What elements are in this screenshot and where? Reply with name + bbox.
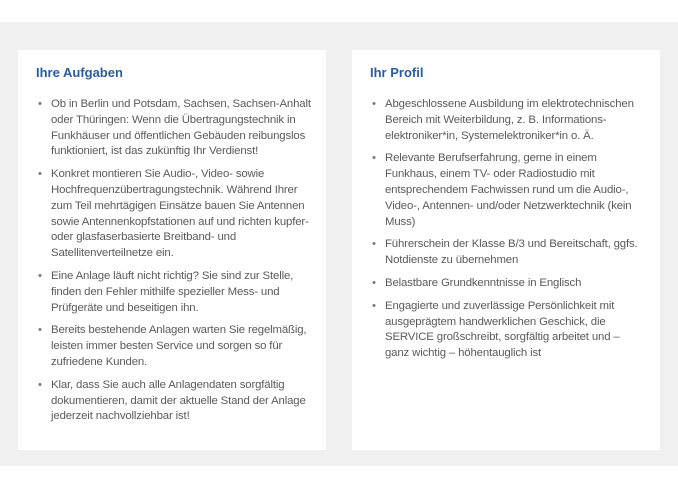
bullet: •	[38, 378, 42, 391]
list-item-text: Engagierte und zuverlässige Persönlichkeit mit ausgeprägtem handwerklichen Geschick, die SERVICE großschreibt, sorgfältig arbeitet und – ganz wichtig – höhentauglich ist	[385, 299, 620, 360]
list-item	[36, 167, 312, 262]
bullet: •	[372, 276, 376, 289]
list-item	[36, 323, 312, 370]
bullet: •	[38, 324, 42, 337]
list-item-text: Eine Anlage läuft nicht richtig? Sie sind zur Stelle, finden den Fehler mithilfe spezieller Mess- und Prüfgeräte und beseitigen ihn.	[51, 269, 294, 314]
tasks-card	[18, 50, 326, 450]
list-item	[370, 299, 646, 362]
list-item-text: Relevante Berufserfahrung, gerne in einem Funkhaus, einem TV- oder Radiostudio mit entsprechendem Fachwissen rund um die Audio-, Video-, Antennen- und/oder Netzwerktechnik (kein Muss)	[385, 152, 632, 228]
bullet: •	[372, 98, 376, 110]
bullet: •	[38, 168, 42, 181]
bullet: •	[38, 98, 42, 110]
tasks-heading: Ihre Aufgaben	[36, 65, 123, 80]
list-item-text: Ob in Berlin und Potsdam, Sachsen, Sachsen-Anhalt oder Thüringen: Wenn die Übertragungstechnik in Funkhäuser und öffentlichen Gebäuden reibungslos funktioniert, ist das zukünftig Ihr Verdienst!	[51, 98, 311, 158]
bullet: •	[372, 238, 376, 251]
list-item	[36, 97, 312, 160]
profile-list	[370, 97, 646, 362]
list-item	[36, 378, 312, 425]
list-item-text: Belastbare Grundkenntnisse in Englisch	[385, 276, 582, 289]
profile-card	[352, 50, 660, 450]
tasks-list	[36, 97, 312, 425]
list-item	[370, 151, 646, 230]
list-item-text: Bereits bestehende Anlagen warten Sie regelmäßig, leisten immer besten Service und sorgen so für zufriedene Kunden.	[51, 324, 307, 368]
list-item	[370, 97, 646, 144]
bullet: •	[38, 269, 42, 282]
list-item	[36, 269, 312, 316]
list-item	[370, 237, 646, 269]
bullet: •	[372, 152, 376, 165]
list-item-text: Abgeschlossene Ausbildung im elektrotechnischen Bereich mit Weiterbildung, z. B. Informations-elektroniker*in, Systemelektroniker*in o. Ä.	[385, 98, 634, 142]
list-item	[370, 276, 646, 292]
list-item-text: Konkret montieren Sie Audio-, Video- sowie Hochfrequenzübertragungstechnik. Während Ihrer zum Teil mehrtägigen Einsätze bauen Sie Antennen sowie Antennenkopfstationen auf und richten kupfer- oder glasfaserbasierte Breitband- und Satellitenverteilnetze ein.	[51, 168, 309, 260]
list-item-text: Klar, dass Sie auch alle Anlagendaten sorgfältig dokumentieren, damit der aktuelle Stand der Anlage jederzeit nachvollziehbar ist!	[51, 378, 306, 423]
list-item-text: Führerschein der Klasse B/3 und Bereitschaft, ggfs. Notdienste zu übernehmen	[385, 238, 638, 267]
profile-heading: Ihr Profil	[370, 65, 424, 80]
bullet: •	[372, 299, 376, 312]
